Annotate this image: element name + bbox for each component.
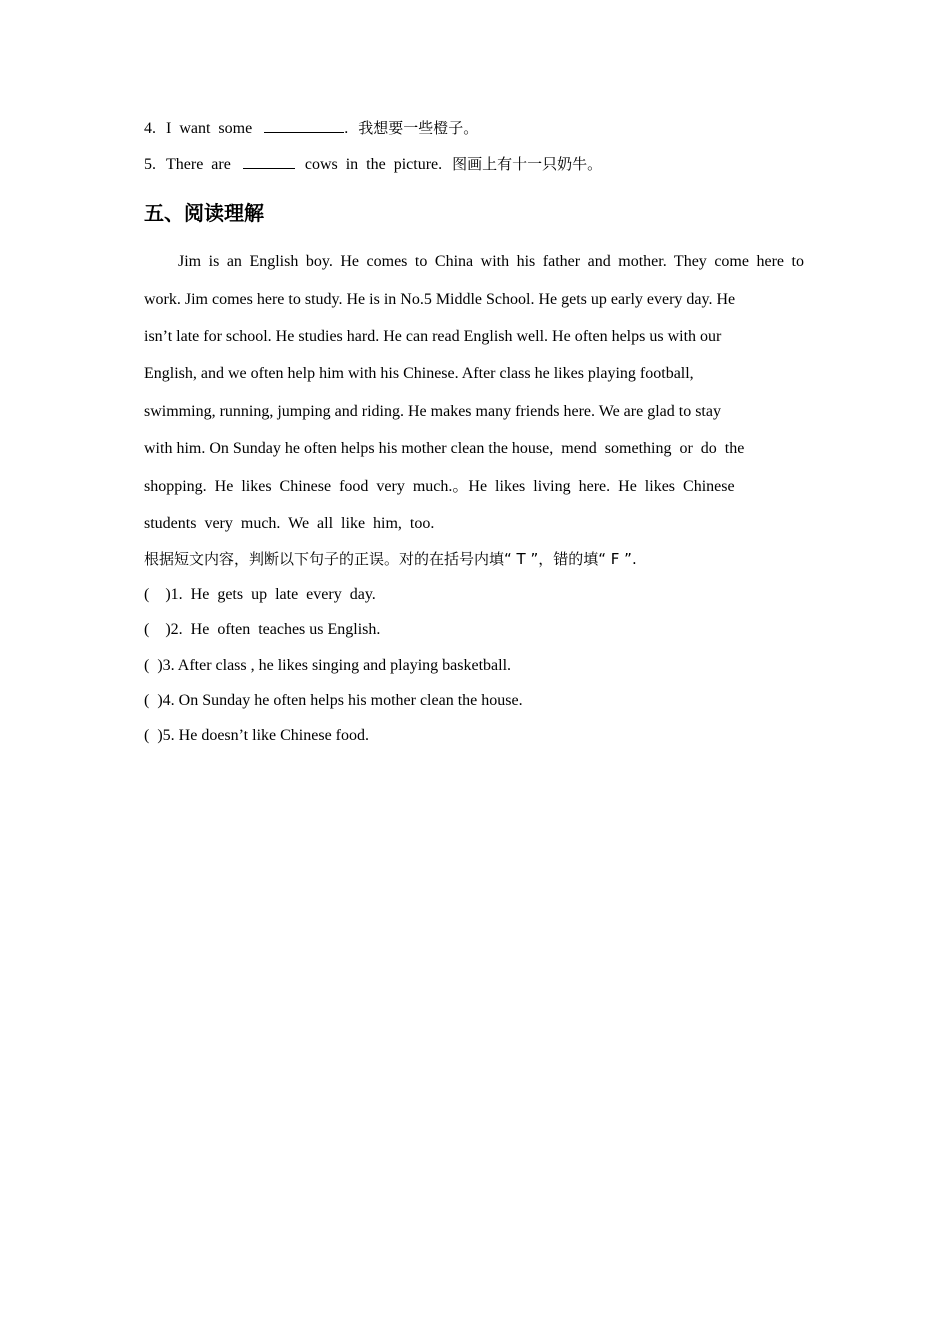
passage-text: students very much. We all like him, too. — [144, 515, 435, 532]
passage-line-5 — [144, 402, 804, 422]
passage-line-2 — [144, 290, 804, 310]
passage-line-1 — [144, 252, 804, 272]
question-text: 2. He often teaches us English. — [170, 621, 381, 638]
answer-parentheses: ( ) — [144, 657, 163, 674]
passage-text: English, and we often help him with his Chinese. After class he likes playing football, — [144, 365, 694, 382]
question-item-2 — [144, 620, 380, 640]
section-heading: 五、阅读理解 — [144, 201, 264, 225]
fill-blank-item-4 — [144, 118, 478, 139]
question-item-1 — [144, 585, 376, 605]
question-item-4 — [144, 691, 523, 711]
item-number: 5. — [144, 156, 156, 173]
instruction-text: 根据短文内容，判断以下句子的正误。对的在括号内填“ T ”，错的填“ F ”. — [144, 550, 637, 568]
item-number: 4. — [144, 120, 156, 137]
passage-text: swimming, running, jumping and riding. He makes many friends here. We are glad to stay — [144, 403, 721, 420]
passage-text: Jim is an English boy. He comes to China with his father and mother. They come here to — [178, 253, 804, 270]
item-text-after: cows in the picture. — [304, 156, 443, 173]
passage-text: isn’t late for school. He studies hard. He can read English well. He often helps us with our — [144, 328, 722, 345]
question-text: 3. After class , he likes singing and playing basketball. — [162, 657, 512, 674]
question-item-3 — [144, 656, 511, 676]
item-translation: 我想要一些橙子。 — [358, 119, 479, 137]
passage-text: with him. On Sunday he often helps his mother clean the house, mend something or do the — [144, 440, 745, 457]
item-translation: 图画上有十一只奶牛。 — [452, 155, 603, 173]
passage-line-7 — [144, 477, 804, 497]
passage-line-4 — [144, 364, 804, 384]
passage-line-8 — [144, 514, 804, 534]
item-text-after: . — [344, 120, 349, 137]
item-text-before: There are — [166, 156, 231, 173]
answer-parentheses: ( ) — [144, 621, 171, 638]
question-text: 5. He doesn’t like Chinese food. — [162, 727, 369, 744]
passage-text: work. Jim comes here to study. He is in No.5 Middle School. He gets up early every day. He — [144, 291, 736, 308]
item-text-before: I want some — [166, 120, 253, 137]
passage-line-3 — [144, 327, 804, 347]
question-text: 1. He gets up late every day. — [170, 586, 376, 603]
answer-parentheses: ( ) — [144, 692, 163, 709]
passage-line-6 — [144, 439, 804, 459]
answer-blank — [264, 118, 344, 133]
fill-blank-item-5 — [144, 154, 602, 175]
passage-text: shopping. He likes Chinese food very much.。He likes living here. He likes Chinese — [144, 478, 735, 495]
question-item-5 — [144, 726, 369, 746]
answer-blank — [243, 154, 295, 169]
answer-parentheses: ( ) — [144, 727, 163, 744]
question-text: 4. On Sunday he often helps his mother clean the house. — [162, 692, 523, 709]
answer-parentheses: ( ) — [144, 586, 171, 603]
